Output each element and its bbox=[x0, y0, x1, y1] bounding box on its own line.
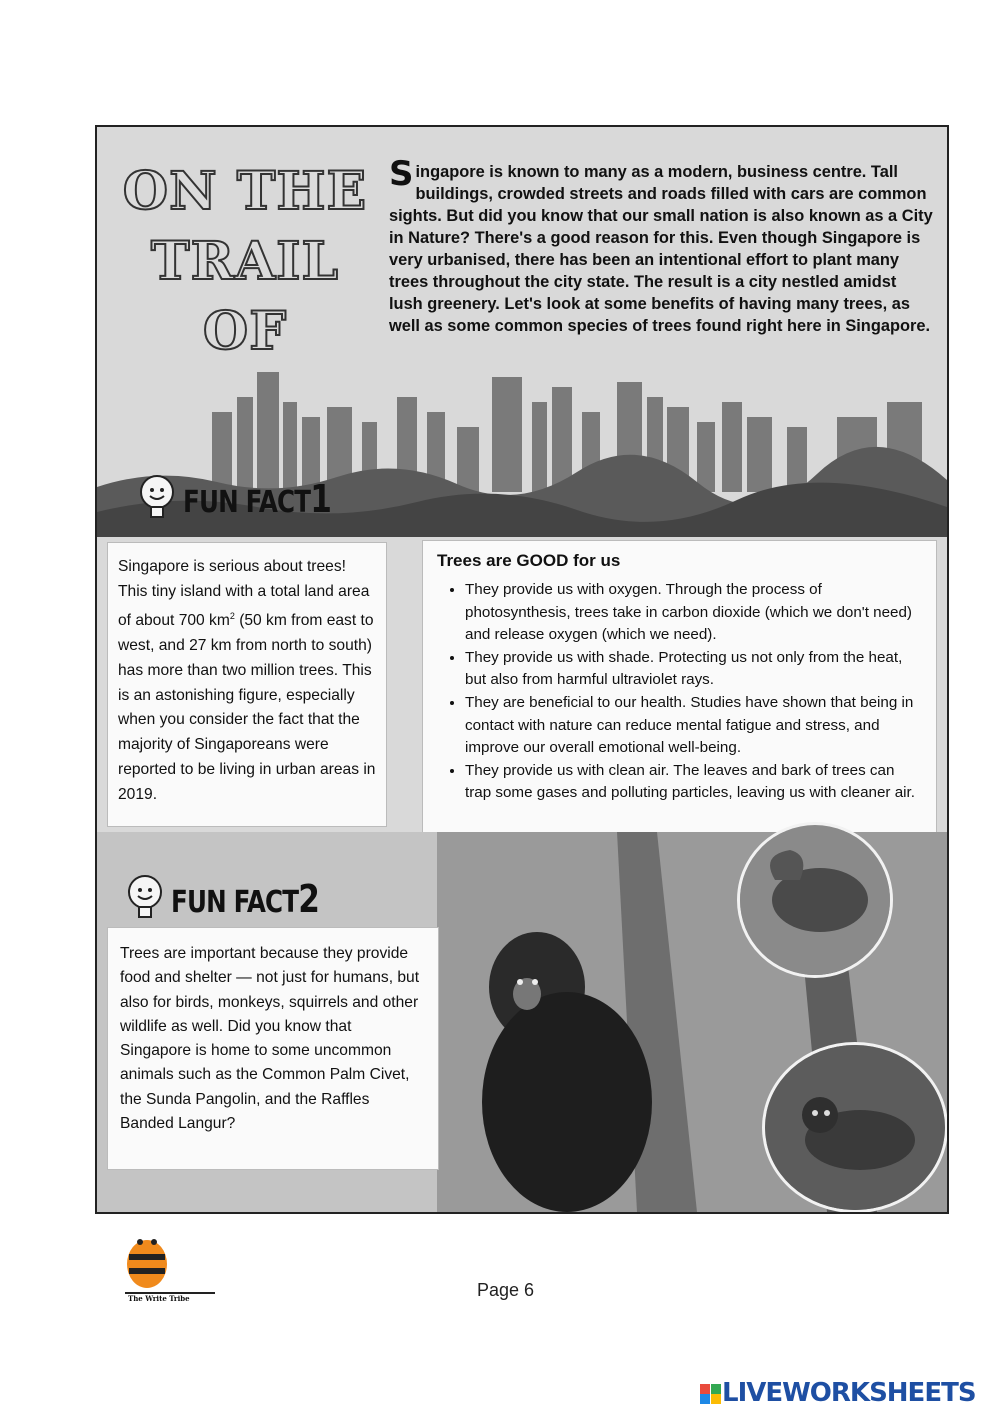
list-item: • They are beneficial to our health. Studies have shown that being in contact with nature can reduce mental fatigue and stress, and improve our overall emotional well-being. bbox=[465, 692, 922, 760]
pangolin-image bbox=[740, 825, 890, 975]
fun-fact-1-text-box bbox=[107, 542, 387, 827]
intro-dropcap: S bbox=[389, 154, 414, 194]
page-number: Page 6 bbox=[477, 1280, 535, 1300]
fun-fact-1-superscript: 2 bbox=[229, 611, 235, 622]
title-line-1: ON THE bbox=[122, 161, 368, 222]
trees-good-heading: Trees are GOOD for us bbox=[437, 551, 621, 570]
list-item: • They provide us with clean air. The leaves and bark of trees can trap some gases and polluting particles, leaving us with cleaner air. bbox=[465, 760, 922, 805]
fun-fact-1-label: FUN FACT1 bbox=[183, 477, 332, 521]
list-item: • They provide us with shade. Protecting us not only from the heat, but also from harmful ultraviolet rays. bbox=[465, 647, 922, 692]
fun-fact-1-badge bbox=[137, 472, 364, 526]
liveworksheets-text: LIVEWORKSHEETS bbox=[722, 1378, 976, 1408]
fun-fact-2-label: FUN FACT2 bbox=[171, 877, 320, 921]
lightbulb-icon bbox=[137, 472, 183, 526]
list-item: • They provide us with oxygen. Through the process of photosynthesis, trees take in carbon dioxide (which we don't need) and release oxygen (which we need). bbox=[465, 579, 922, 647]
liveworksheets-logo-icon bbox=[700, 1384, 722, 1404]
trees-good-list bbox=[437, 579, 922, 805]
intro-paragraph bbox=[389, 154, 934, 337]
worksheet-page bbox=[95, 125, 949, 1214]
write-tribe-logo-text: The Write Tribe bbox=[128, 1294, 190, 1303]
civet-image bbox=[765, 1045, 945, 1210]
fun-fact-2-text-box bbox=[107, 927, 439, 1170]
trees-good-box bbox=[422, 540, 937, 835]
intro-text: ingapore is known to many as a modern, business centre. Tall buildings, crowded streets and roads filled with cars are common sights. But did you know that our small nation is also known as a City in Nature? There's a good reason for this. Even though Singapore is very urbanised, there has been an intentional effort to plant many trees throughout the city state. The result is a city nestled amidst lush greenery. Let's look at some benefits of having many trees, as well as some common species of trees found right here in Singapore. bbox=[389, 163, 933, 335]
fun-fact-1-text-b: (50 km from east to west, and 27 km from north to south) has more than two million trees. This is an astonishing figure, especially when you consider the fact that the majority of Singaporeans were reported to be living in urban areas in 2019. bbox=[118, 612, 376, 803]
pangolin-photo bbox=[737, 822, 893, 978]
fun-fact-2-badge bbox=[125, 872, 352, 926]
fun-fact-2-text: Trees are important because they provide food and shelter — not just for humans, but also for birds, monkeys, squirrels and other wildlife as well. Did you know that Singapore is home to some uncommon animals such as the Common Palm Civet, the Sunda Pangolin, and the Raffles Banded Langur? bbox=[120, 945, 420, 1133]
lightbulb-icon bbox=[125, 872, 171, 926]
fun-fact-1-text-a: Singapore is serious about trees! This tiny island with a total land area of about 700 km bbox=[118, 558, 370, 630]
liveworksheets-watermark bbox=[700, 1378, 976, 1408]
title-line-2: TRAIL OF bbox=[150, 231, 340, 362]
civet-photo bbox=[762, 1042, 948, 1213]
